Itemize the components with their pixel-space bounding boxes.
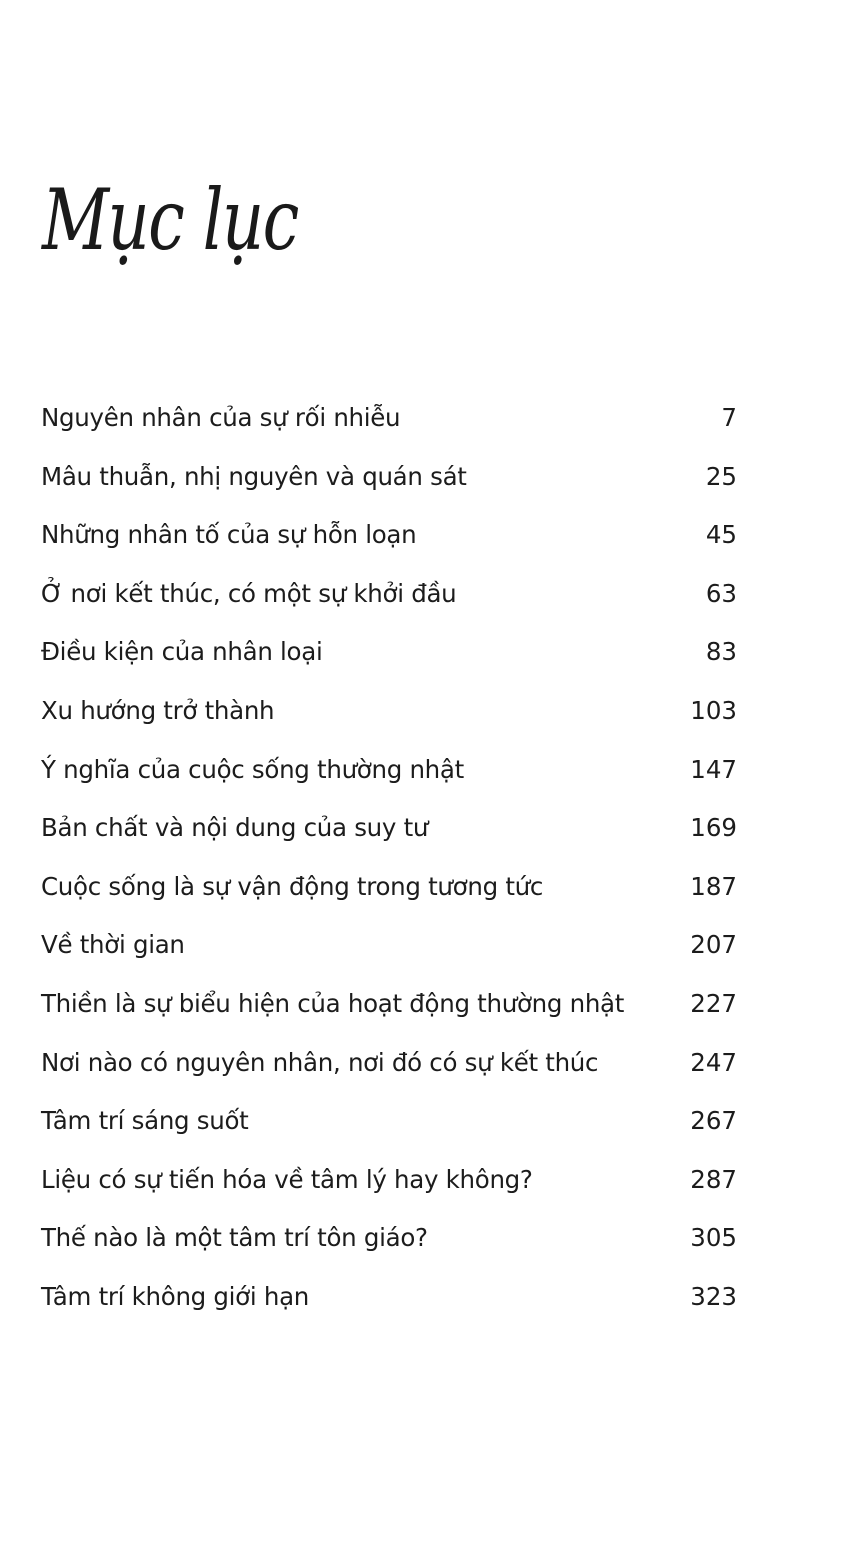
- toc-entry-page: 147: [690, 754, 737, 784]
- toc-entry-title: Ở nơi kết thúc, có một sự khởi đầu: [41, 578, 457, 608]
- toc-entry-page: 247: [690, 1047, 737, 1077]
- toc-entry[interactable]: [41, 520, 737, 579]
- toc-entry-title: Cuộc sống là sự vận động trong tương tức: [41, 871, 544, 901]
- toc-entry[interactable]: [41, 755, 737, 814]
- toc-entry-title: Mâu thuẫn, nhị nguyên và quán sát: [41, 461, 467, 491]
- toc-entry-page: 305: [690, 1223, 737, 1253]
- table-of-contents: [41, 403, 737, 1341]
- page-title: Mục lục: [42, 171, 298, 269]
- toc-entry-page: 25: [705, 461, 737, 491]
- toc-entry-title: Điều kiện của nhân loại: [41, 637, 323, 667]
- toc-entry-page: 287: [690, 1164, 737, 1194]
- toc-entry-page: 83: [705, 637, 737, 667]
- toc-entry-page: 63: [705, 578, 737, 608]
- toc-entry-title: Nơi nào có nguyên nhân, nơi đó có sự kết thúc: [41, 1047, 599, 1077]
- toc-entry[interactable]: [41, 872, 737, 931]
- toc-entry[interactable]: [41, 1223, 737, 1282]
- toc-entry-title: Liệu có sự tiến hóa về tâm lý hay không?: [41, 1164, 533, 1194]
- toc-entry[interactable]: [41, 403, 737, 462]
- toc-entry-page: 7: [721, 403, 737, 432]
- toc-entry[interactable]: [41, 1048, 737, 1107]
- toc-entry-page: 323: [690, 1281, 737, 1311]
- toc-entry-title: Tâm trí không giới hạn: [41, 1281, 310, 1311]
- toc-entry-title: Những nhân tố của sự hỗn loạn: [41, 520, 417, 550]
- toc-entry-title: Ý nghĩa của cuộc sống thường nhật: [41, 754, 464, 784]
- toc-entry-page: 187: [690, 871, 737, 901]
- toc-entry-title: Bản chất và nội dung của suy tư: [41, 813, 429, 843]
- toc-entry-title: Thế nào là một tâm trí tôn giáo?: [41, 1223, 428, 1253]
- toc-entry[interactable]: [41, 637, 737, 696]
- toc-entry[interactable]: [41, 1106, 737, 1165]
- toc-entry-title: Nguyên nhân của sự rối nhiễu: [41, 403, 401, 432]
- toc-entry-page: 103: [690, 695, 737, 725]
- toc-entry-title: Tâm trí sáng suốt: [41, 1106, 249, 1136]
- toc-entry[interactable]: [41, 1282, 737, 1341]
- toc-entry-title: Về thời gian: [41, 930, 185, 960]
- toc-entry[interactable]: [41, 930, 737, 989]
- toc-entry-title: Xu hướng trở thành: [41, 695, 275, 725]
- toc-entry-page: 45: [705, 520, 737, 550]
- toc-entry[interactable]: [41, 1165, 737, 1224]
- toc-entry[interactable]: [41, 813, 737, 872]
- toc-entry-page: 169: [690, 813, 737, 843]
- toc-entry[interactable]: [41, 696, 737, 755]
- toc-entry-page: 207: [690, 930, 737, 960]
- toc-entry-page: 267: [690, 1106, 737, 1136]
- toc-entry[interactable]: [41, 462, 737, 521]
- toc-entry-title: Thiền là sự biểu hiện của hoạt động thường nhật: [41, 988, 625, 1018]
- toc-entry[interactable]: [41, 579, 737, 638]
- toc-entry-page: 227: [690, 988, 737, 1018]
- toc-entry[interactable]: [41, 989, 737, 1048]
